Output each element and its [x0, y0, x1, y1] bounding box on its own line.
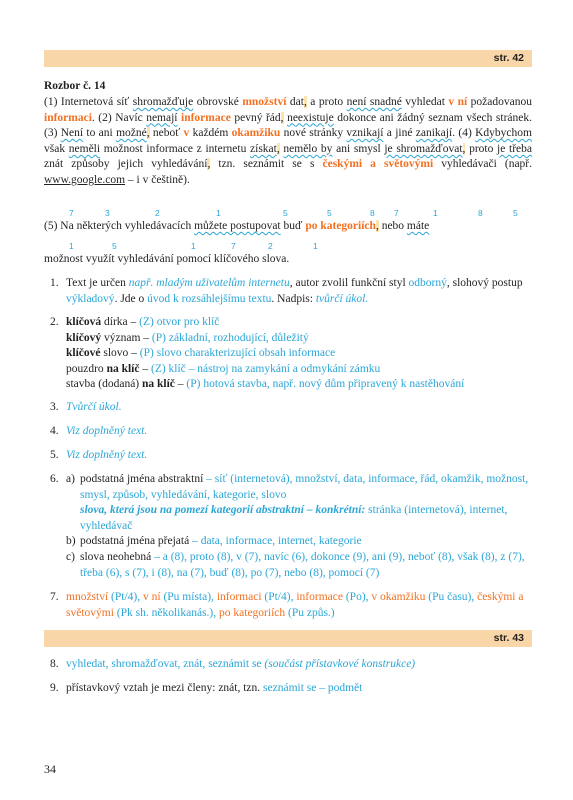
google-link[interactable]: www.google.com: [44, 173, 126, 186]
rozbor-title: Rozbor č. 14: [44, 80, 106, 92]
word-count-row-1: 7 3 2 1 5 5 8 7 1 8 5: [69, 208, 518, 218]
rozbor-text: (1) Internetová síť shromažďuje obrovské množství dat, a proto není snadné vyhledat v ní požadovanou informaci. (2) Navíc nemají informace pevný řád, neexistuje dokonce ani žádný seznam všech stránek. (3) Není to ani možné, neboť v každém okamžiku nové stránky vznikají a jiné zanikají. (4) Kdybychom však neměli možnost informace z internetu získat, nemělo by ani smysl je shromažďovat, proto je třeba znát způsoby jejich vyhledávání, tzn. seznámit se s českými a světovými vyhledávači (např. www.google.com – i v češtině).: [44, 96, 533, 186]
word-count-row-2: 1 5 1 7 2 1: [69, 241, 318, 251]
page-ref-label: str. 42: [493, 52, 524, 64]
sentence-5-continued: možnost využít vyhledávání pomocí klíčového slova.: [44, 253, 290, 265]
page-number: 34: [44, 762, 56, 776]
page-header-bar-2: [44, 630, 532, 647]
page-header-bar: [44, 50, 532, 67]
page-ref-label-2: str. 43: [493, 632, 524, 644]
sentence-5: (5) Na některých vyhledávacích můžete postupovat buď po kategoriích, nebo máte: [44, 220, 430, 232]
